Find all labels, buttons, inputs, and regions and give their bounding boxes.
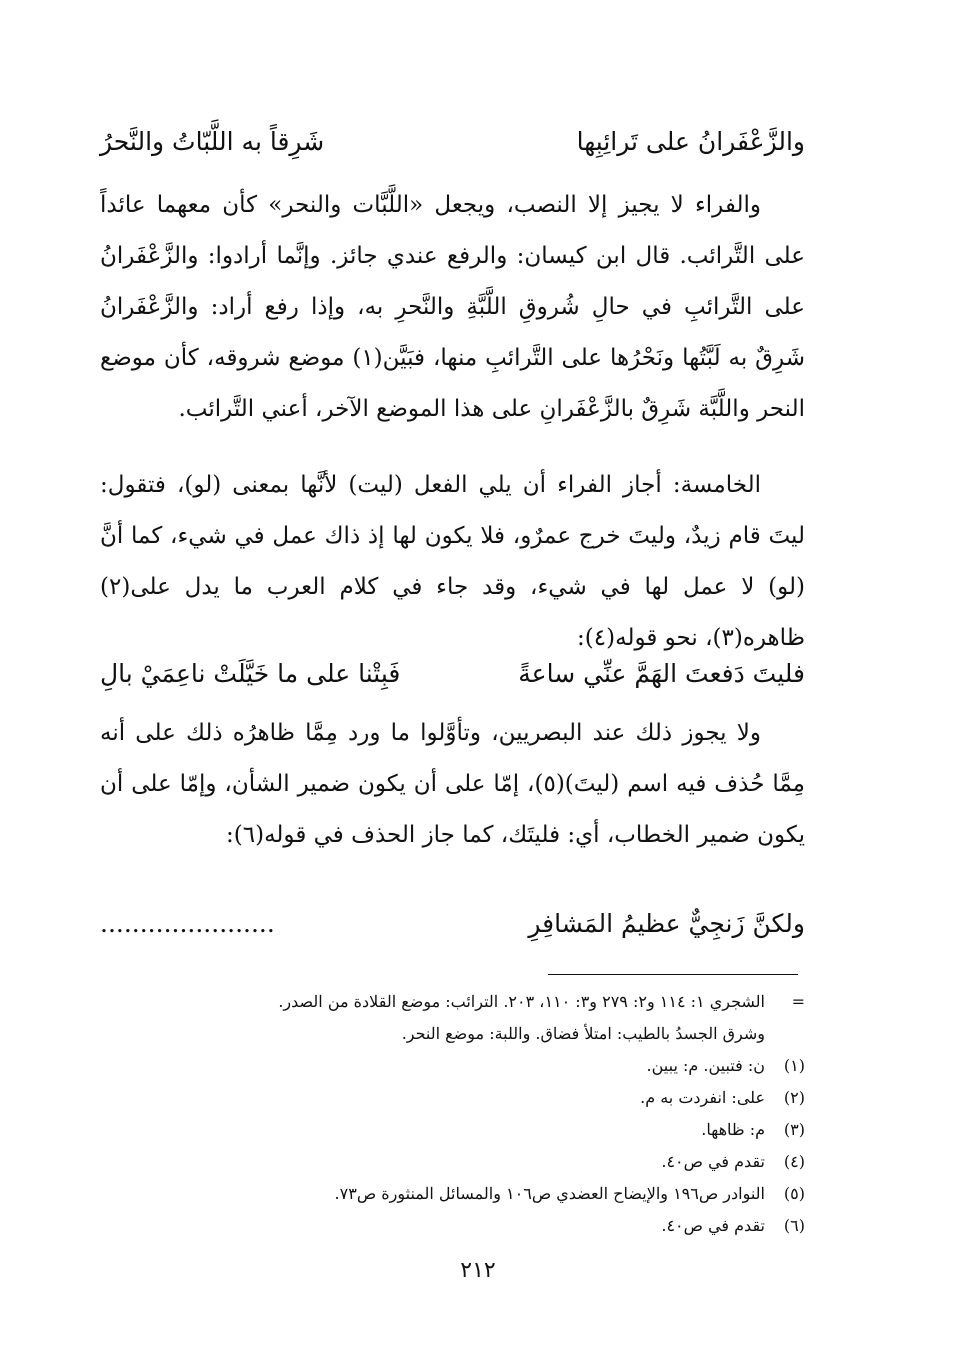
footnote-number: (٦) (783, 1216, 805, 1235)
verse-2-first-hemistich: فليتَ دَفعتَ الهَمَّ عنِّي ساعةً (518, 659, 805, 688)
footnote-continuation-line-1: الشجري ١: ١١٤ و٢: ٢٧٩ و٣: ١١٠، ٢٠٣. الترائب: موضع القلادة من الصدر. (278, 992, 765, 1011)
footnotes (100, 986, 805, 1242)
paragraph-2-text: الخامسة: أجاز الفراء أن يلي الفعل (ليت) لأنَّها بمعنى (لو)، فتقول: ليتَ قام زيدٌ، وليتَ خرج عمرٌو، فلا يكون لها إذ ذاك عمل في شيء، كما أنَّ (لو) لا عمل لها في شيء، وقد جاء في كلام العرب ما يدل على(٢) ظاهره(٣)، نحو قوله(٤): (100, 472, 805, 651)
footnote-text: تقدم في ص٤٠. (661, 1216, 765, 1235)
footnote-continuation-2 (100, 1018, 805, 1050)
verse-line-3 (100, 904, 805, 944)
footnote-item (100, 1114, 805, 1146)
footnote-item (100, 1178, 805, 1210)
verse-line-1 (100, 122, 805, 162)
footnote-item (100, 1210, 805, 1242)
footnote-number: (١) (783, 1056, 805, 1075)
footnote-continuation-marker: = (791, 992, 805, 1011)
footnote-number: (٥) (783, 1184, 805, 1203)
footnote-text: تقدم في ص٤٠. (661, 1152, 765, 1171)
verse-3-first-hemistich: ولكنَّ زَنجِيٌّ عظيمُ المَشافِرِ (528, 909, 805, 938)
verse-2-second-hemistich: فَبِتْنا على ما خَيَّلَتْ ناعِمَيْ بالِ (100, 659, 401, 688)
footnote-text: ن: فتبين. م: يبين. (646, 1056, 765, 1075)
footnote-number: (٤) (783, 1152, 805, 1171)
paragraph-3 (100, 708, 805, 861)
footnote-continuation-line-2: وشرق الجسدُ بالطيب: امتلأ فضاق. واللبة: موضع النحر. (401, 1024, 765, 1043)
paragraph-1-text: والفراء لا يجيز إلا النصب، ويجعل «اللَّبَّات والنحر» كأن معهما عائداً على التَّرائب. قال ابن كيسان: والرفع عندي جائز. وإنَّما أرادوا: والزَّعْفَرانُ على التَّرائبِ في حالِ شُروقِ اللَّبَّةِ والنَّحرِ به، وإذا رفع أراد: والزَّعْفَرانُ شَرِقٌ به لَبَّتُها ونَحْرُها على التَّرائبِ منها، فبَيَّن(١) موضع شروقه، كأن موضع النحر واللَّبَّة شَرِقٌ بالزَّعْفَرانِ على هذا الموضع الآخر، أعني التَّرائب. (100, 192, 805, 422)
verse-1-second-hemistich: شَرِقاً به اللَّبّاتُ والنَّحرُ (100, 127, 325, 156)
page-number: ٢١٢ (460, 1258, 496, 1283)
paragraph-1 (100, 180, 805, 435)
verse-1-first-hemistich: والزَّعْفَرانُ على تَرائِبِها (576, 127, 805, 156)
paragraph-2 (100, 460, 805, 664)
footnote-number: (٣) (783, 1120, 805, 1139)
footnote-separator (548, 974, 798, 975)
footnote-item (100, 1082, 805, 1114)
footnote-text: على: انفردت به م. (640, 1088, 765, 1107)
footnote-item (100, 1146, 805, 1178)
verse-line-2 (100, 654, 805, 694)
footnote-text: م: ظاهها. (701, 1120, 765, 1139)
verse-3-ellipsis: ...................... (100, 909, 275, 938)
footnote-number: (٢) (783, 1088, 805, 1107)
footnote-continuation (100, 986, 805, 1018)
footnote-item (100, 1050, 805, 1082)
paragraph-3-text: ولا يجوز ذلك عند البصريين، وتأوَّلوا ما ورد مِمَّا ظاهرُه ذلك على أنه مِمَّا حُذف فيه اسم (ليتَ)(٥)، إمّا على أن يكون ضمير الشأن، وإمّا على أن يكون ضمير الخطاب، أي: فليتَك، كما جاز الحذف في قوله(٦): (100, 720, 805, 848)
footnote-text: النوادر ص١٩٦ والإيضاح العضدي ص١٠٦ والمسائل المنثورة ص٧٣. (334, 1184, 765, 1203)
